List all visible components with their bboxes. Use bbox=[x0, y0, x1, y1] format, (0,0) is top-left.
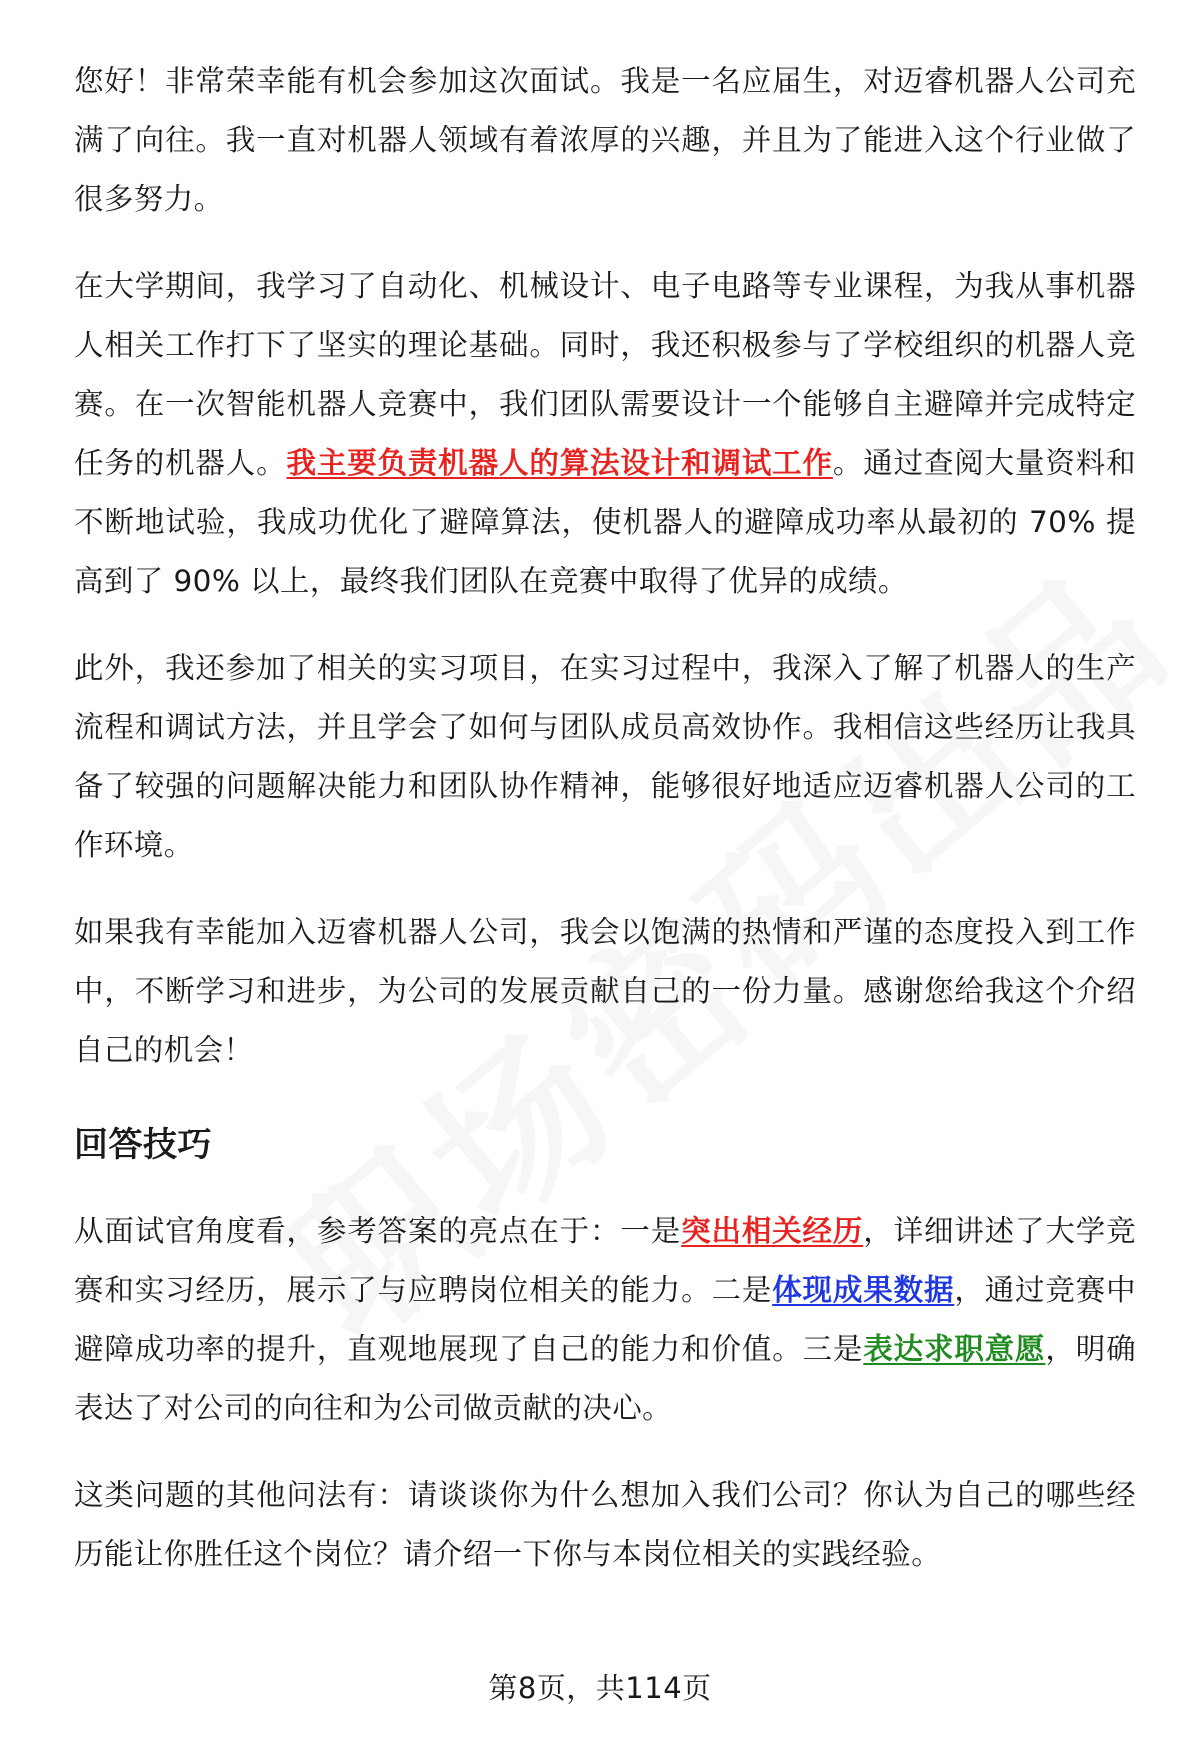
paragraph-internship: 此外，我还参加了相关的实习项目，在实习过程中，我深入了解了机器人的生产流程和调试方法，并且学会了如何与团队成员高效协作。我相信这些经历让我具备了较强的问题解决能力和团队协作精神，能够很好地适应迈睿机器人公司的工作环境。 bbox=[74, 651, 1136, 862]
document-page bbox=[74, 52, 1136, 1584]
highlight-data: 体现成果数据 bbox=[772, 1273, 955, 1307]
tips-text-d: ，明确表达了对公司的向往和为公司做贡献的决心。 bbox=[74, 1332, 1137, 1425]
section-title: 回答技巧 bbox=[74, 1125, 212, 1165]
highlight-intent: 表达求职意愿 bbox=[863, 1332, 1046, 1366]
paragraph-university bbox=[74, 257, 1136, 611]
tips-text-b: ，详细讲述了大学竞赛和实习经历，展示了与应聘岗位相关的能力。二是 bbox=[74, 1214, 1136, 1307]
highlight-responsibility: 我主要负责机器人的算法设计和调试工作 bbox=[286, 446, 833, 480]
paragraph-greeting: 您好！非常荣幸能有机会参加这次面试。我是一名应届生，对迈睿机器人公司充满了向往。我一直对机器人领域有着浓厚的兴趣，并且为了能进入这个行业做了很多努力。 bbox=[74, 64, 1136, 216]
paragraph-university-text-a: 在大学期间，我学习了自动化、机械设计、电子电路等专业课程，为我从事机器人相关工作打下了坚实的理论基础。同时，我还积极参与了学校组织的机器人竞赛。在一次智能机器人竞赛中，我们团队需要设计一个能够自主避障并完成特定任务的机器人。 bbox=[74, 269, 1136, 480]
paragraph-university-text-b: 。通过查阅大量资料和不断地试验，我成功优化了避障算法，使机器人的避障成功率从最初的 70% 提高到了 90% 以上，最终我们团队在竞赛中取得了优异的成绩。 bbox=[74, 446, 1136, 598]
paragraph-other-questions: 这类问题的其他问法有：请谈谈你为什么想加入我们公司？你认为自己的哪些经历能让你胜任这个岗位？请介绍一下你与本岗位相关的实践经验。 bbox=[74, 1478, 1136, 1571]
highlight-experience: 突出相关经历 bbox=[681, 1214, 864, 1248]
paragraph-tips bbox=[74, 1202, 1136, 1438]
tips-text-c: ，通过竞赛中避障成功率的提升，直观地展现了自己的能力和价值。三是 bbox=[74, 1273, 1137, 1366]
paragraph-closing: 如果我有幸能加入迈睿机器人公司，我会以饱满的热情和严谨的态度投入到工作中，不断学习和进步，为公司的发展贡献自己的一份力量。感谢您给我这个介绍自己的机会！ bbox=[74, 915, 1136, 1067]
page-number: 第8页，共114页 bbox=[488, 1671, 712, 1705]
tips-text-a: 从面试官角度看，参考答案的亮点在于：一是 bbox=[74, 1214, 682, 1248]
